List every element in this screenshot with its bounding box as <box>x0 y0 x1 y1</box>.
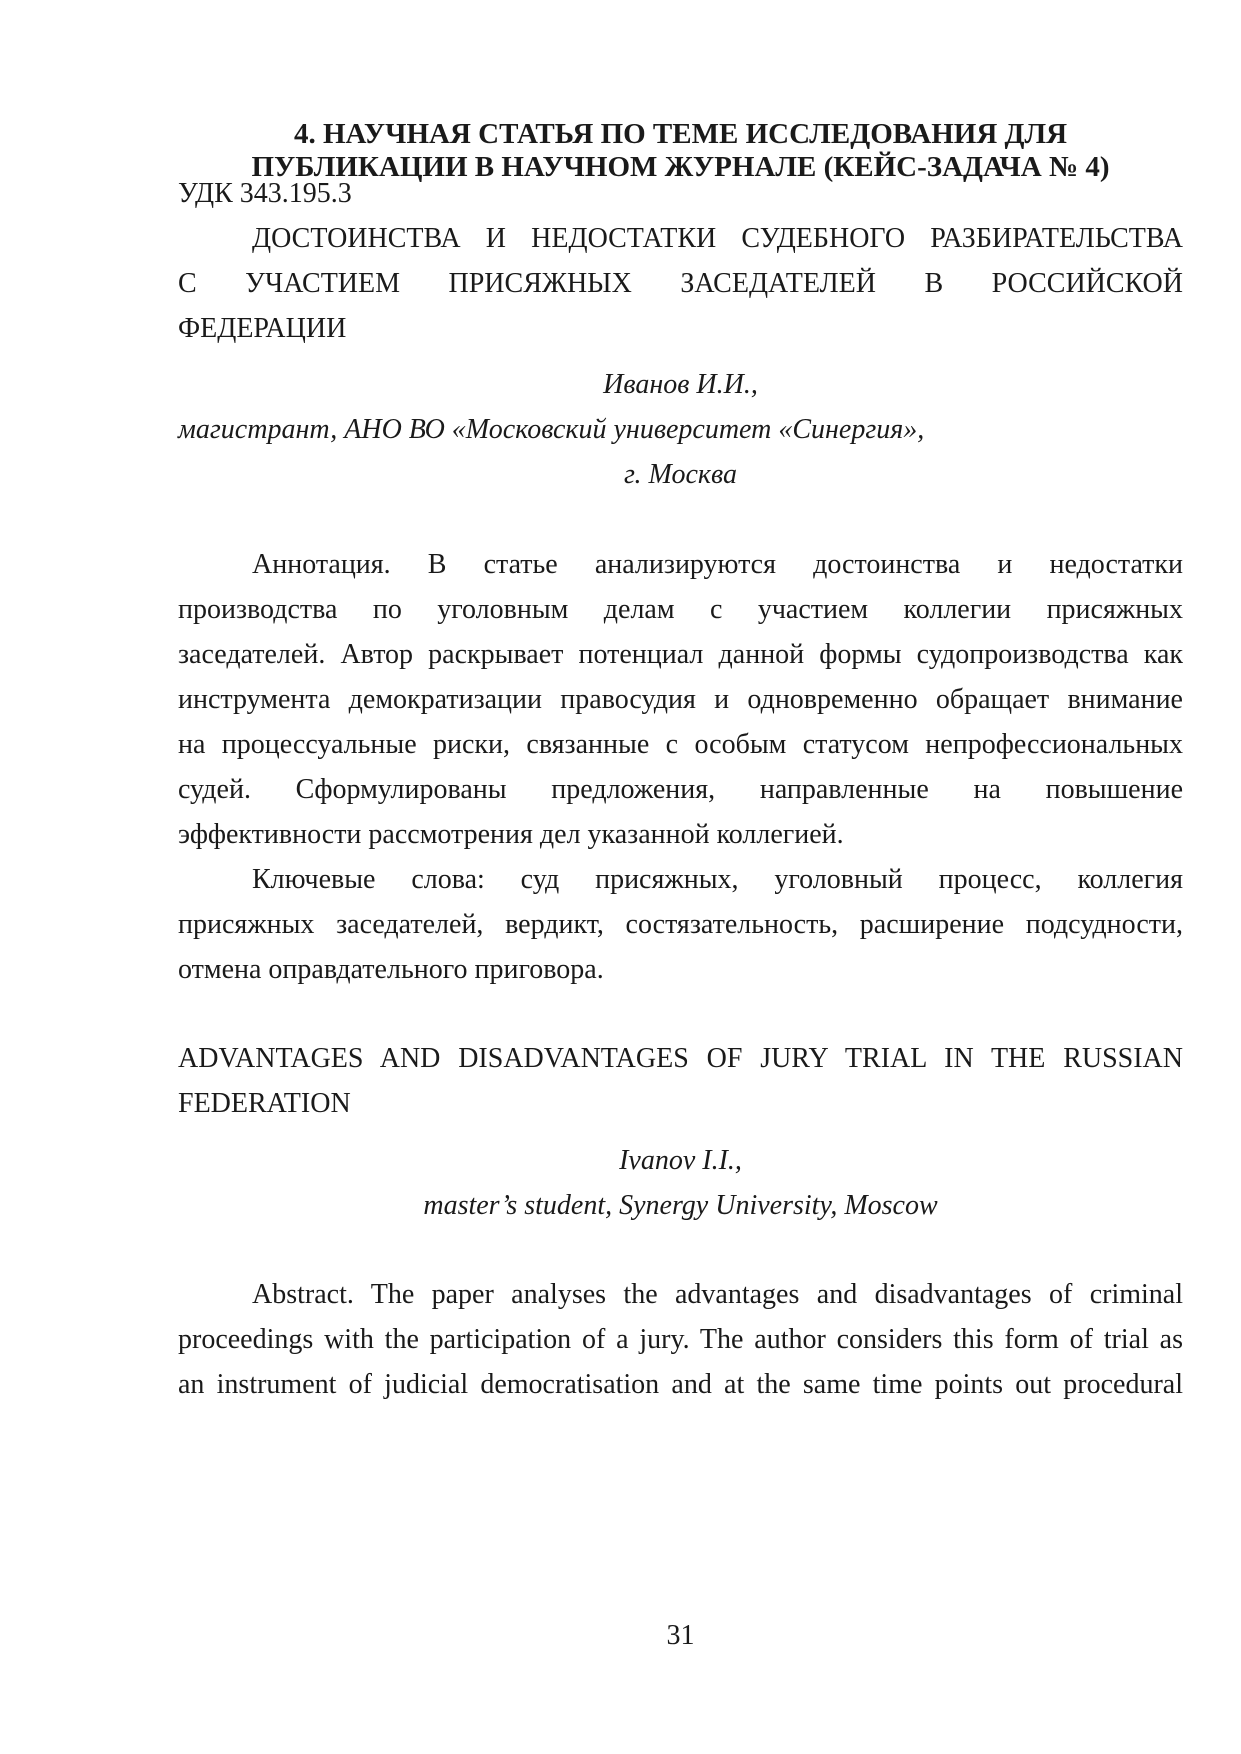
author-ru-city: г. Москва <box>624 459 737 490</box>
title-en-line-1: ADVANTAGES AND DISADVANTAGES OF JURY TRIAL IN THE RUSSIAN <box>178 1043 1183 1074</box>
author-en-name: Ivanov I.I., <box>619 1145 742 1176</box>
keywords-ru-line-1: Ключевые слова: суд присяжных, уголовный процесс, коллегия <box>252 864 1183 895</box>
section-heading-line-2: ПУБЛИКАЦИИ В НАУЧНОМ ЖУРНАЛЕ (КЕЙС-ЗАДАЧА № 4) <box>251 151 1110 183</box>
author-ru-name: Иванов И.И., <box>603 369 758 400</box>
author-ru-affiliation: магистрант, АНО ВО «Московский университет «Синергия», <box>178 414 925 445</box>
abstract-ru-line-2: производства по уголовным делам с участием коллегии присяжных <box>178 594 1183 625</box>
udc-code: УДК 343.195.3 <box>178 178 352 209</box>
page-number: 31 <box>666 1620 695 1651</box>
abstract-ru-line-1: Аннотация. В статье анализируются достоинства и недостатки <box>252 549 1183 580</box>
title-ru-line-3: ФЕДЕРАЦИИ <box>178 313 347 344</box>
section-heading <box>178 118 1183 184</box>
abstract-ru-line-3: заседателей. Автор раскрывает потенциал данной формы судопроизводства как <box>178 639 1183 670</box>
document-page <box>178 0 1183 1754</box>
section-heading-line-1: 4. НАУЧНАЯ СТАТЬЯ ПО ТЕМЕ ИССЛЕДОВАНИЯ ДЛЯ <box>293 118 1068 150</box>
author-en-affiliation: master’s student, Synergy University, Moscow <box>423 1190 938 1221</box>
title-ru-line-2: С УЧАСТИЕМ ПРИСЯЖНЫХ ЗАСЕДАТЕЛЕЙ В РОССИЙСКОЙ <box>178 268 1183 299</box>
keywords-ru-line-2: присяжных заседателей, вердикт, состязательность, расширение подсудности, <box>178 909 1183 940</box>
abstract-ru-line-7: эффективности рассмотрения дел указанной коллегией. <box>178 819 844 850</box>
abstract-ru-line-5: на процессуальные риски, связанные с особым статусом непрофессиональных <box>178 729 1183 760</box>
title-ru-line-1: ДОСТОИНСТВА И НЕДОСТАТКИ СУДЕБНОГО РАЗБИРАТЕЛЬСТВА <box>252 223 1183 254</box>
keywords-ru-line-3: отмена оправдательного приговора. <box>178 954 604 985</box>
abstract-ru-line-4: инструмента демократизации правосудия и одновременно обращает внимание <box>178 684 1183 715</box>
abstract-ru-line-6: судей. Сформулированы предложения, направленные на повышение <box>178 774 1183 805</box>
abstract-en-line-1: Abstract. The paper analyses the advantages and disadvantages of criminal <box>252 1279 1183 1310</box>
abstract-en-line-3: an instrument of judicial democratisation and at the same time points out procedural <box>178 1369 1183 1400</box>
abstract-en-line-2: proceedings with the participation of a jury. The author considers this form of trial as <box>178 1324 1183 1355</box>
title-en-line-2: FEDERATION <box>178 1088 351 1119</box>
